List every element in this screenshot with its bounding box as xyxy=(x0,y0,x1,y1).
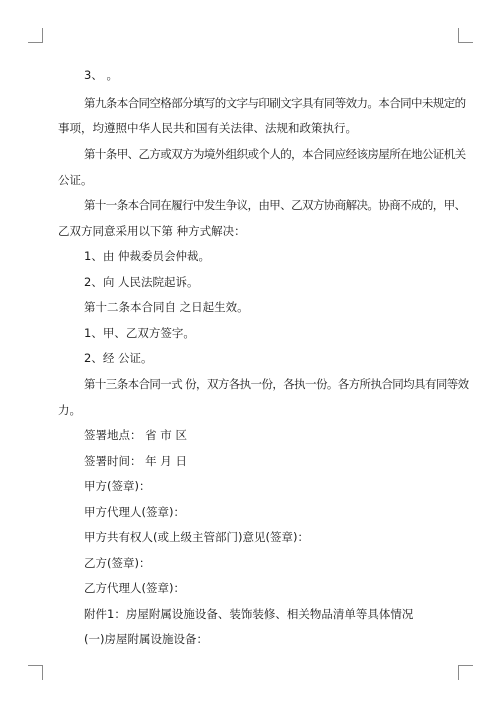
text-line: 甲方共有权人(或上级主管部门)意见(签章)： xyxy=(84,530,309,544)
text-line: 第十二条本合同自 之日起生效。 xyxy=(84,300,249,314)
text-line: 2、向 人民法院起诉。 xyxy=(84,275,199,289)
text-line: 1、甲、乙双方签字。 xyxy=(84,326,195,340)
text-line: 事项，均遵照中华人民共和国有关法律、法规和政策执行。 xyxy=(58,121,357,135)
text-line: 第十一条本合同在履行中发生争议，由甲、乙双方协商解决。协商不成的，甲、 xyxy=(84,198,466,212)
text-line: 乙双方同意采用以下第 种方式解决： xyxy=(58,224,246,238)
text-line: 乙方(签章)： xyxy=(84,556,151,570)
text-line: 甲方(签章)： xyxy=(84,479,151,493)
text-line: (一)房屋附属设施设备： xyxy=(84,632,208,646)
text-line: 公证。 xyxy=(58,173,93,187)
text-line: 甲方代理人(签章)： xyxy=(84,505,185,519)
crop-mark-bottom-left xyxy=(28,665,43,680)
text-line: 第十三条本合同一式 份，双方各执一份，各执一份。各方所执合同均具有同等效 xyxy=(84,377,469,391)
text-line: 乙方代理人(签章)： xyxy=(84,581,185,595)
text-line: 1、由 仲裁委员会仲裁。 xyxy=(84,249,210,263)
text-line: 签署地点： 省 市 区 xyxy=(84,428,187,442)
text-line: 第九条本合同空格部分填写的文字与印刷文字具有同等效力。本合同中未规定的 xyxy=(84,96,466,110)
text-line: 力。 xyxy=(58,403,81,417)
text-line: 附件1：房屋附属设施设备、装饰装修、相关物品清单等具体情况 xyxy=(84,607,414,621)
text-line: 签署时间： 年 月 日 xyxy=(84,454,187,468)
crop-mark-top-right xyxy=(458,28,473,43)
crop-mark-bottom-right xyxy=(458,665,473,680)
text-line: 3、 。 xyxy=(84,68,118,82)
crop-mark-top-left xyxy=(28,28,43,43)
text-line: 2、经 公证。 xyxy=(84,351,153,365)
text-line: 第十条甲、乙方或双方为境外组织或个人的，本合同应经该房屋所在地公证机关 xyxy=(84,147,466,161)
